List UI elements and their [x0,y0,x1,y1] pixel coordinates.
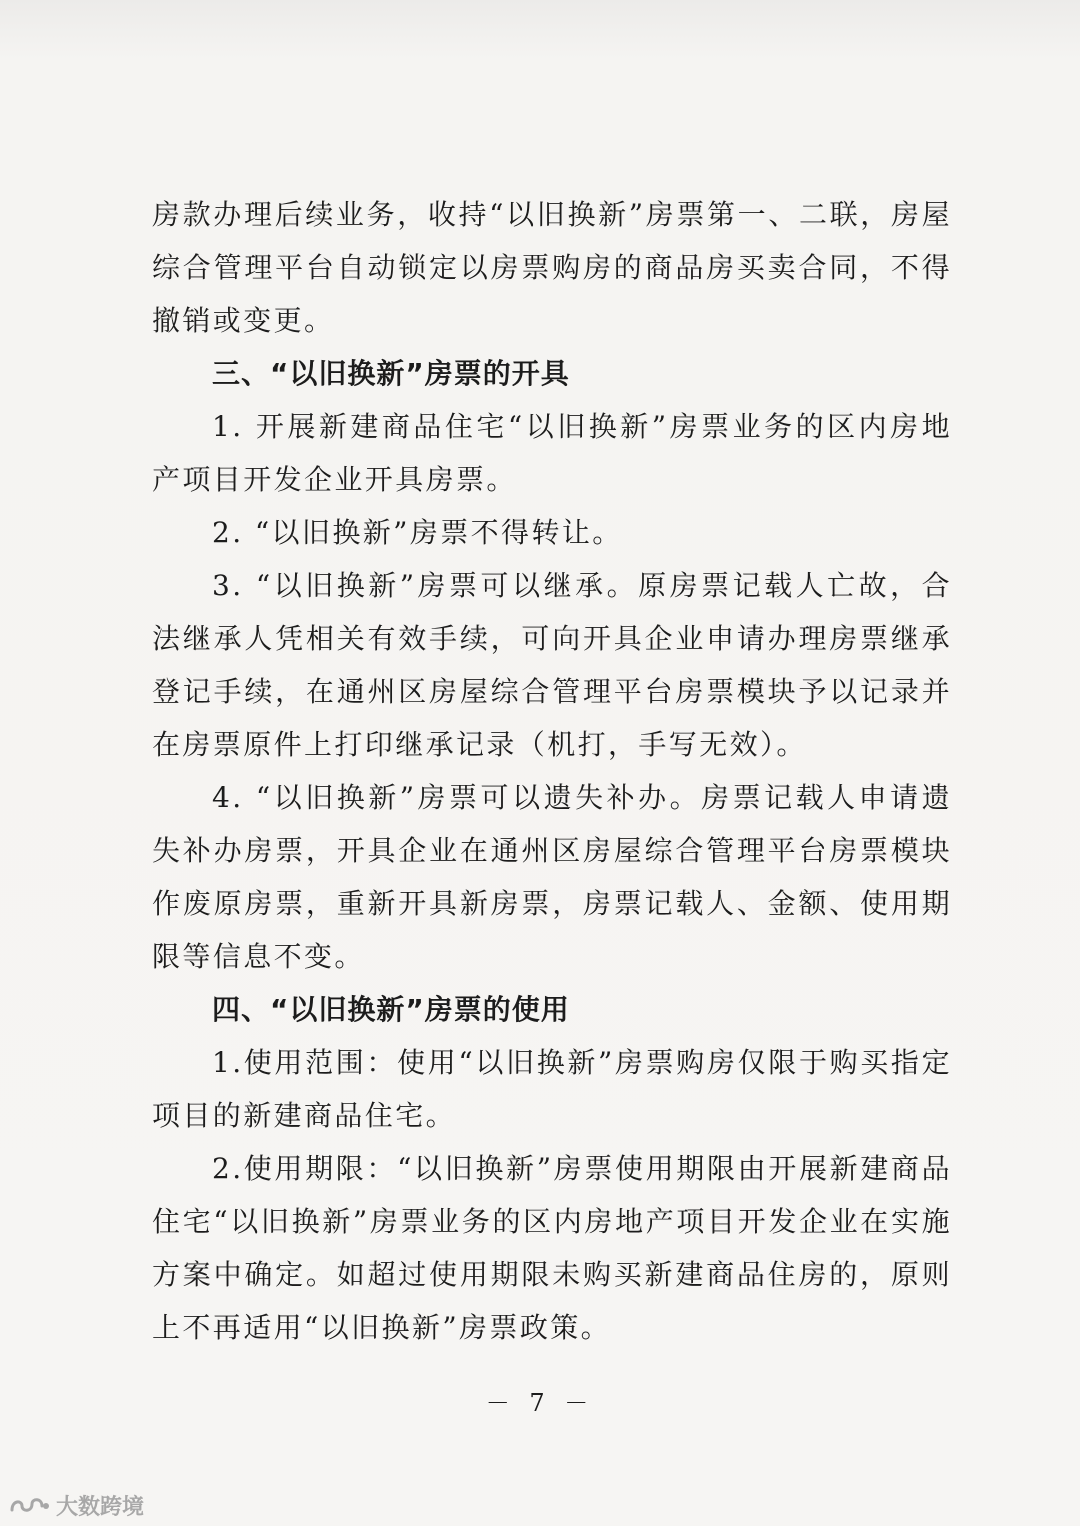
page-number: － 7 － [485,1389,595,1417]
logo-icon [8,1494,52,1516]
paragraph-continuation: 房款办理后续业务，收持“以旧换新”房票第一、二联，房屋综合管理平台自动锁定以房票购房的商品房买卖合同，不得撤销或变更。 [152,198,952,337]
paragraph-item-3: 3. “以旧换新”房票可以继承。原房票记载人亡故，合法继承人凭相关有效手续，可向开具企业申请办理房票继承登记手续，在通州区房屋综合管理平台房票模块予以记录并在房票原件上打印继承记录（机打，手写无效）。 [152,569,952,761]
section-heading-4: 四、“以旧换新”房票的使用 [212,993,570,1026]
paragraph-item-2: 2. “以旧换新”房票不得转让。 [212,516,623,549]
paragraph-usage-period: 2.使用期限：“以旧换新”房票使用期限由开展新建商品住宅“以旧换新”房票业务的区内房地产项目开发企业在实施方案中确定。如超过使用期限未购买新建商品住房的，原则上不再适用“以旧换新”房票政策。 [152,1152,952,1344]
paragraph-usage-scope: 1.使用范围：使用“以旧换新”房票购房仅限于购买指定项目的新建商品住宅。 [152,1046,952,1132]
paragraph-item-4: 4. “以旧换新”房票可以遗失补办。房票记载人申请遗失补办房票，开具企业在通州区房屋综合管理平台房票模块作废原房票，重新开具新房票，房票记载人、金额、使用期限等信息不变。 [152,781,952,973]
document-body [152,188,952,1354]
section-heading-3: 三、“以旧换新”房票的开具 [212,357,570,390]
watermark [8,1490,144,1520]
paragraph-item-1: 1. 开展新建商品住宅“以旧换新”房票业务的区内房地产项目开发企业开具房票。 [152,410,952,496]
watermark-text: 大数跨境 [56,1494,145,1520]
